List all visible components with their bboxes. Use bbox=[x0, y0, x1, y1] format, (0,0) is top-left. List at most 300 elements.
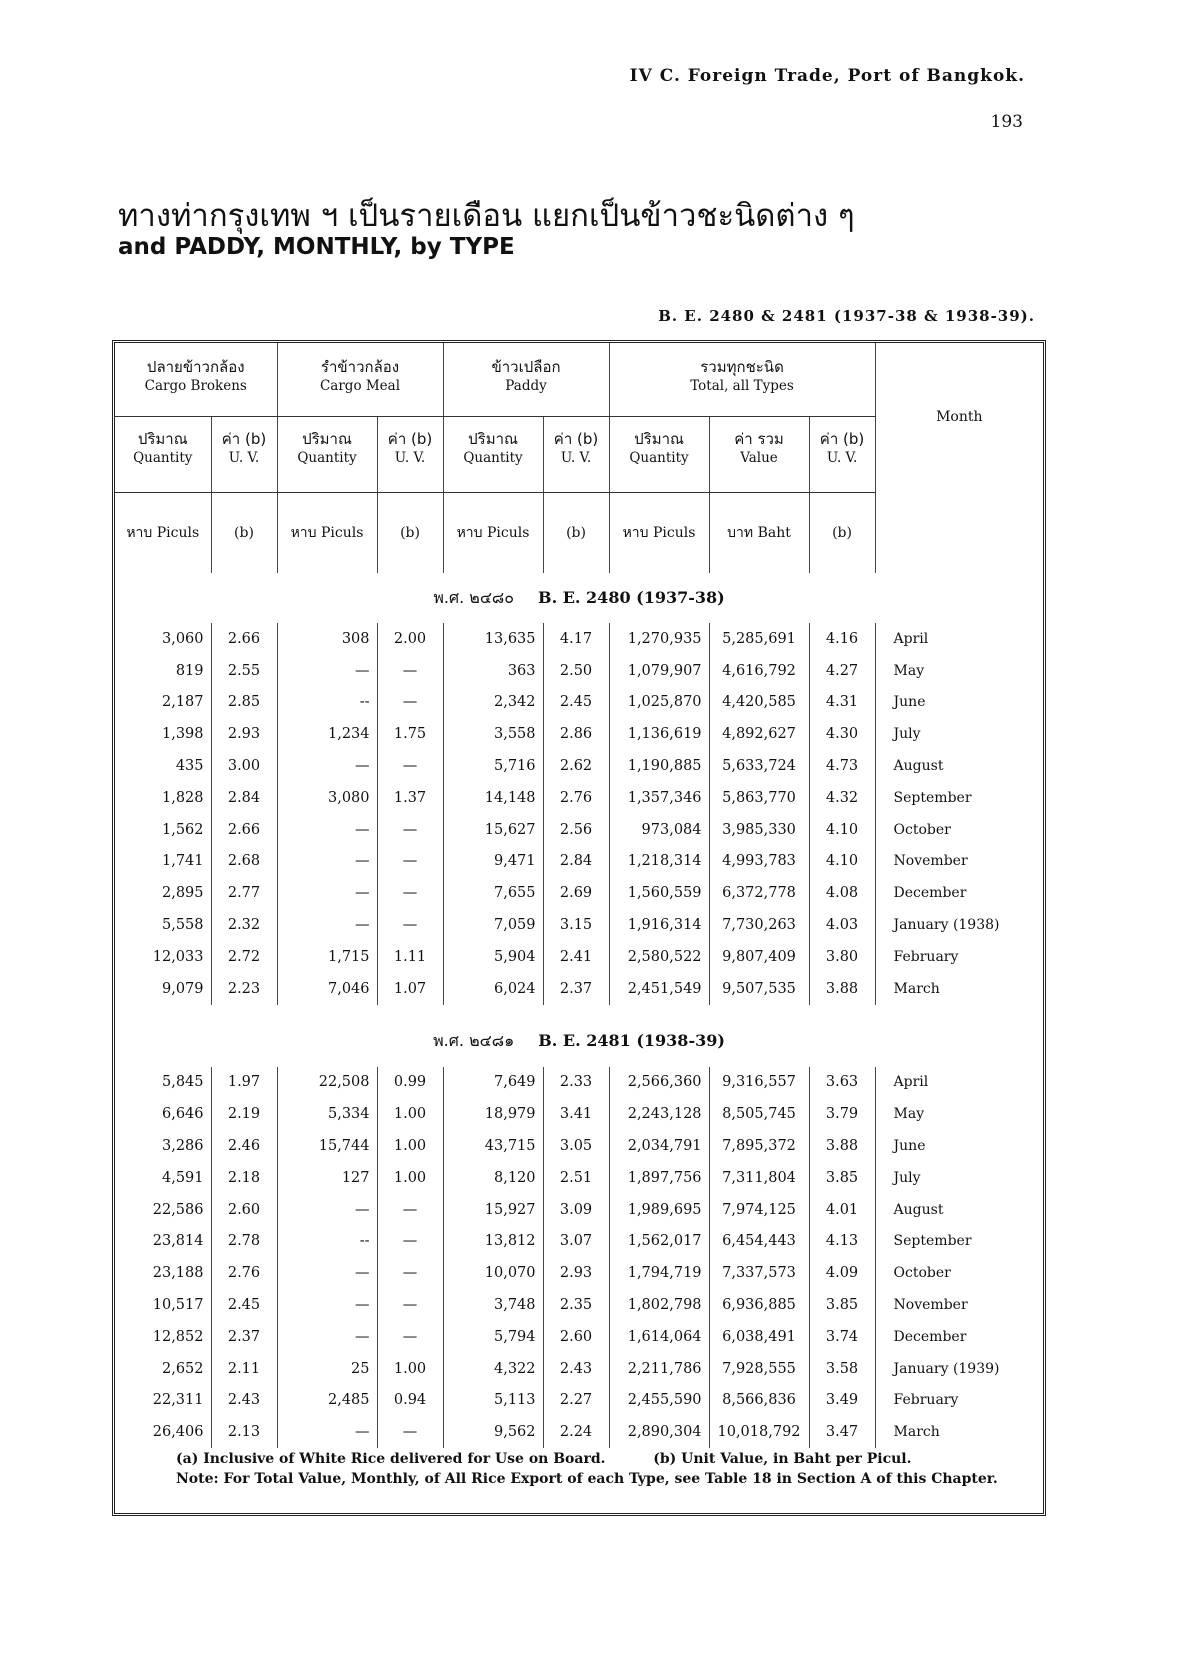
total-quantity: 1,079,907 bbox=[609, 655, 709, 687]
paddy-unit-value: 2.45 bbox=[543, 687, 609, 719]
table-row bbox=[115, 1416, 1043, 1448]
unit-b: (b) bbox=[377, 493, 443, 574]
cargo-meal-unit-value: — bbox=[377, 1226, 443, 1258]
paddy-unit-value: 2.27 bbox=[543, 1385, 609, 1417]
cargo-brokens-quantity: 435 bbox=[115, 750, 211, 782]
total-quantity: 1,802,798 bbox=[609, 1289, 709, 1321]
cargo-brokens-unit-value: 2.46 bbox=[211, 1130, 277, 1162]
cargo-brokens-unit-value: 2.93 bbox=[211, 718, 277, 750]
cargo-brokens-unit-value: 2.68 bbox=[211, 846, 277, 878]
period-label: B. E. 2480 & 2481 (1937-38 & 1938-39). bbox=[658, 307, 1035, 325]
month-cell: March bbox=[893, 1424, 940, 1441]
cargo-brokens-quantity: 819 bbox=[115, 655, 211, 687]
total-unit-value: 3.88 bbox=[809, 1130, 875, 1162]
cargo-brokens-unit-value: 2.32 bbox=[211, 909, 277, 941]
title-english: and PADDY, MONTHLY, by TYPE bbox=[118, 234, 515, 260]
cargo-meal-quantity: 1,715 bbox=[277, 941, 377, 973]
cargo-brokens-quantity: 4,591 bbox=[115, 1162, 211, 1194]
total-unit-value: 3.63 bbox=[809, 1067, 875, 1099]
cargo-brokens-quantity: 1,741 bbox=[115, 846, 211, 878]
paddy-unit-value: 2.37 bbox=[543, 973, 609, 1005]
table-row bbox=[115, 623, 1043, 655]
month-cell: December bbox=[893, 885, 967, 902]
cargo-meal-quantity: 2,485 bbox=[277, 1385, 377, 1417]
cargo-brokens-quantity: 5,558 bbox=[115, 909, 211, 941]
sub-header-quantity: ปริมาณ Quantity bbox=[277, 417, 377, 493]
paddy-unit-value: 2.60 bbox=[543, 1321, 609, 1353]
total-value: 7,730,263 bbox=[709, 909, 809, 941]
month-cell: October bbox=[893, 1265, 951, 1282]
total-quantity: 1,560,559 bbox=[609, 877, 709, 909]
cargo-meal-unit-value: — bbox=[377, 1321, 443, 1353]
cargo-brokens-unit-value: 1.97 bbox=[211, 1067, 277, 1099]
sub-header-unit-value: ค่า (b) U. V. bbox=[211, 417, 277, 493]
month-cell: November bbox=[893, 853, 968, 870]
total-quantity: 2,034,791 bbox=[609, 1130, 709, 1162]
group-header-cargo-meal: รำข้าวกล้อง Cargo Meal bbox=[277, 343, 443, 417]
total-quantity: 1,614,064 bbox=[609, 1321, 709, 1353]
cargo-brokens-quantity: 2,187 bbox=[115, 687, 211, 719]
cargo-meal-quantity: — bbox=[277, 1416, 377, 1448]
cargo-meal-quantity: — bbox=[277, 1194, 377, 1226]
cargo-meal-unit-value: — bbox=[377, 1257, 443, 1289]
cargo-brokens-quantity: 1,562 bbox=[115, 814, 211, 846]
total-quantity: 1,989,695 bbox=[609, 1194, 709, 1226]
total-quantity: 1,897,756 bbox=[609, 1162, 709, 1194]
total-unit-value: 4.01 bbox=[809, 1194, 875, 1226]
data-table bbox=[115, 343, 1043, 1448]
paddy-unit-value: 2.50 bbox=[543, 655, 609, 687]
table-row bbox=[115, 1162, 1043, 1194]
table-row bbox=[115, 1130, 1043, 1162]
total-quantity: 2,455,590 bbox=[609, 1385, 709, 1417]
total-value: 4,420,585 bbox=[709, 687, 809, 719]
total-unit-value: 4.16 bbox=[809, 623, 875, 655]
title-thai: ทางท่ากรุงเทพ ฯ เป็นรายเดือน แยกเป็นข้าวชะนิดต่าง ๆ bbox=[118, 198, 855, 234]
total-unit-value: 3.49 bbox=[809, 1385, 875, 1417]
cargo-meal-quantity: — bbox=[277, 1289, 377, 1321]
paddy-unit-value: 2.43 bbox=[543, 1353, 609, 1385]
paddy-quantity: 7,649 bbox=[443, 1067, 543, 1099]
cargo-brokens-unit-value: 2.66 bbox=[211, 623, 277, 655]
total-quantity: 2,243,128 bbox=[609, 1098, 709, 1130]
total-value: 8,566,836 bbox=[709, 1385, 809, 1417]
cargo-brokens-unit-value: 2.13 bbox=[211, 1416, 277, 1448]
month-cell: January (1938) bbox=[893, 917, 1000, 934]
total-value: 7,974,125 bbox=[709, 1194, 809, 1226]
table-body bbox=[115, 573, 1043, 1448]
paddy-unit-value: 3.07 bbox=[543, 1226, 609, 1258]
cargo-meal-unit-value: 1.37 bbox=[377, 782, 443, 814]
cargo-brokens-unit-value: 2.66 bbox=[211, 814, 277, 846]
total-value: 8,505,745 bbox=[709, 1098, 809, 1130]
cargo-brokens-quantity: 9,079 bbox=[115, 973, 211, 1005]
table-row bbox=[115, 1353, 1043, 1385]
paddy-unit-value: 2.76 bbox=[543, 782, 609, 814]
cargo-meal-unit-value: — bbox=[377, 814, 443, 846]
month-cell: January (1939) bbox=[893, 1360, 1000, 1377]
total-value: 4,616,792 bbox=[709, 655, 809, 687]
cargo-brokens-quantity: 23,814 bbox=[115, 1226, 211, 1258]
month-cell: September bbox=[893, 789, 972, 806]
total-unit-value: 4.30 bbox=[809, 718, 875, 750]
paddy-quantity: 43,715 bbox=[443, 1130, 543, 1162]
section-heading-row bbox=[115, 1017, 1043, 1067]
cargo-meal-unit-value: 1.00 bbox=[377, 1353, 443, 1385]
cargo-meal-unit-value: 1.00 bbox=[377, 1162, 443, 1194]
running-head: IV C. Foreign Trade, Port of Bangkok. bbox=[629, 66, 1025, 86]
month-cell: April bbox=[893, 1074, 929, 1091]
month-cell: April bbox=[893, 630, 929, 647]
cargo-brokens-unit-value: 2.19 bbox=[211, 1098, 277, 1130]
total-value: 9,807,409 bbox=[709, 941, 809, 973]
total-value: 4,993,783 bbox=[709, 846, 809, 878]
total-unit-value: 4.10 bbox=[809, 814, 875, 846]
unit-row bbox=[115, 493, 1043, 574]
month-cell: June bbox=[893, 1138, 926, 1155]
cargo-meal-unit-value: — bbox=[377, 1416, 443, 1448]
paddy-quantity: 3,558 bbox=[443, 718, 543, 750]
total-value: 6,038,491 bbox=[709, 1321, 809, 1353]
month-cell: March bbox=[893, 980, 940, 997]
paddy-quantity: 7,059 bbox=[443, 909, 543, 941]
total-unit-value: 3.79 bbox=[809, 1098, 875, 1130]
section-heading-label: B. E. 2481 (1938-39) bbox=[538, 1031, 725, 1051]
cargo-brokens-quantity: 22,311 bbox=[115, 1385, 211, 1417]
total-value: 5,863,770 bbox=[709, 782, 809, 814]
total-quantity: 1,270,935 bbox=[609, 623, 709, 655]
table-row bbox=[115, 1385, 1043, 1417]
cargo-meal-quantity: 15,744 bbox=[277, 1130, 377, 1162]
total-value: 7,928,555 bbox=[709, 1353, 809, 1385]
month-cell: September bbox=[893, 1233, 972, 1250]
paddy-quantity: 15,627 bbox=[443, 814, 543, 846]
cargo-meal-quantity: -- bbox=[277, 687, 377, 719]
table-row bbox=[115, 1289, 1043, 1321]
cargo-brokens-quantity: 12,033 bbox=[115, 941, 211, 973]
month-cell: February bbox=[893, 1392, 959, 1409]
total-unit-value: 4.27 bbox=[809, 655, 875, 687]
total-value: 6,372,778 bbox=[709, 877, 809, 909]
paddy-unit-value: 2.69 bbox=[543, 877, 609, 909]
total-unit-value: 4.73 bbox=[809, 750, 875, 782]
cargo-brokens-unit-value: 2.60 bbox=[211, 1194, 277, 1226]
total-quantity: 1,136,619 bbox=[609, 718, 709, 750]
paddy-unit-value: 2.84 bbox=[543, 846, 609, 878]
paddy-quantity: 13,812 bbox=[443, 1226, 543, 1258]
cargo-meal-quantity: 7,046 bbox=[277, 973, 377, 1005]
unit-baht: บาท Baht bbox=[709, 493, 809, 574]
section-gap bbox=[115, 1005, 1043, 1017]
sub-header-quantity: ปริมาณ Quantity bbox=[115, 417, 211, 493]
paddy-quantity: 8,120 bbox=[443, 1162, 543, 1194]
group-header-paddy: ข้าวเปลือก Paddy bbox=[443, 343, 609, 417]
cargo-meal-quantity: — bbox=[277, 1257, 377, 1289]
month-cell: February bbox=[893, 948, 959, 965]
paddy-unit-value: 2.41 bbox=[543, 941, 609, 973]
section-heading-thai: พ.ศ. ๒๔๘๐ bbox=[433, 587, 515, 607]
month-cell: July bbox=[893, 1169, 921, 1186]
cargo-meal-unit-value: — bbox=[377, 909, 443, 941]
cargo-meal-quantity: — bbox=[277, 909, 377, 941]
paddy-quantity: 9,562 bbox=[443, 1416, 543, 1448]
total-value: 4,892,627 bbox=[709, 718, 809, 750]
month-cell: October bbox=[893, 821, 951, 838]
total-unit-value: 4.10 bbox=[809, 846, 875, 878]
total-unit-value: 3.74 bbox=[809, 1321, 875, 1353]
cargo-meal-quantity: 5,334 bbox=[277, 1098, 377, 1130]
paddy-unit-value: 4.17 bbox=[543, 623, 609, 655]
month-cell: December bbox=[893, 1328, 967, 1345]
table-row bbox=[115, 814, 1043, 846]
sub-header-unit-value: ค่า (b) U. V. bbox=[377, 417, 443, 493]
cargo-brokens-unit-value: 2.11 bbox=[211, 1353, 277, 1385]
cargo-meal-unit-value: 1.75 bbox=[377, 718, 443, 750]
footnote-note: Note: For Total Value, Monthly, of All Rice Export of each Type, see Table 18 in Section A of this Chapter. bbox=[176, 1471, 998, 1487]
total-value: 6,936,885 bbox=[709, 1289, 809, 1321]
paddy-quantity: 2,342 bbox=[443, 687, 543, 719]
total-value: 7,337,573 bbox=[709, 1257, 809, 1289]
cargo-meal-unit-value: — bbox=[377, 655, 443, 687]
month-cell: August bbox=[893, 758, 944, 775]
total-quantity: 1,562,017 bbox=[609, 1226, 709, 1258]
table-row bbox=[115, 1194, 1043, 1226]
total-quantity: 1,218,314 bbox=[609, 846, 709, 878]
cargo-meal-quantity: — bbox=[277, 814, 377, 846]
total-unit-value: 3.47 bbox=[809, 1416, 875, 1448]
section-heading-row bbox=[115, 573, 1043, 623]
cargo-meal-unit-value: 1.00 bbox=[377, 1130, 443, 1162]
cargo-brokens-unit-value: 2.23 bbox=[211, 973, 277, 1005]
total-quantity: 1,025,870 bbox=[609, 687, 709, 719]
cargo-meal-quantity: 25 bbox=[277, 1353, 377, 1385]
sub-header-total-value: ค่า รวม Value bbox=[709, 417, 809, 493]
paddy-unit-value: 3.15 bbox=[543, 909, 609, 941]
group-header-total: รวมทุกชะนิด Total, all Types bbox=[609, 343, 875, 417]
table-row bbox=[115, 718, 1043, 750]
cargo-meal-unit-value: 0.99 bbox=[377, 1067, 443, 1099]
total-unit-value: 3.80 bbox=[809, 941, 875, 973]
paddy-quantity: 15,927 bbox=[443, 1194, 543, 1226]
paddy-quantity: 14,148 bbox=[443, 782, 543, 814]
table-row bbox=[115, 687, 1043, 719]
sub-header-quantity: ปริมาณ Quantity bbox=[609, 417, 709, 493]
rice-export-table bbox=[112, 340, 1046, 1516]
table-row bbox=[115, 1098, 1043, 1130]
paddy-quantity: 5,904 bbox=[443, 941, 543, 973]
cargo-brokens-quantity: 1,398 bbox=[115, 718, 211, 750]
table-row bbox=[115, 1321, 1043, 1353]
cargo-meal-quantity: — bbox=[277, 877, 377, 909]
total-quantity: 1,794,719 bbox=[609, 1257, 709, 1289]
cargo-brokens-unit-value: 2.18 bbox=[211, 1162, 277, 1194]
paddy-unit-value: 2.62 bbox=[543, 750, 609, 782]
paddy-quantity: 7,655 bbox=[443, 877, 543, 909]
total-quantity: 2,211,786 bbox=[609, 1353, 709, 1385]
total-quantity: 1,190,885 bbox=[609, 750, 709, 782]
cargo-brokens-quantity: 2,652 bbox=[115, 1353, 211, 1385]
total-unit-value: 4.13 bbox=[809, 1226, 875, 1258]
total-quantity: 2,566,360 bbox=[609, 1067, 709, 1099]
unit-b: (b) bbox=[809, 493, 875, 574]
total-value: 6,454,443 bbox=[709, 1226, 809, 1258]
cargo-meal-quantity: 3,080 bbox=[277, 782, 377, 814]
cargo-meal-unit-value: — bbox=[377, 1289, 443, 1321]
month-cell: June bbox=[893, 694, 926, 711]
month-header: Month bbox=[936, 409, 983, 426]
paddy-quantity: 4,322 bbox=[443, 1353, 543, 1385]
month-cell: November bbox=[893, 1297, 968, 1314]
cargo-brokens-unit-value: 2.77 bbox=[211, 877, 277, 909]
month-cell: August bbox=[893, 1201, 944, 1218]
cargo-meal-unit-value: 1.11 bbox=[377, 941, 443, 973]
total-value: 9,316,557 bbox=[709, 1067, 809, 1099]
total-unit-value: 4.03 bbox=[809, 909, 875, 941]
cargo-brokens-quantity: 10,517 bbox=[115, 1289, 211, 1321]
cargo-brokens-quantity: 3,286 bbox=[115, 1130, 211, 1162]
total-value: 5,285,691 bbox=[709, 623, 809, 655]
table-row bbox=[115, 655, 1043, 687]
table-row bbox=[115, 877, 1043, 909]
total-quantity: 973,084 bbox=[609, 814, 709, 846]
table-row bbox=[115, 941, 1043, 973]
paddy-quantity: 3,748 bbox=[443, 1289, 543, 1321]
table-row bbox=[115, 1067, 1043, 1099]
paddy-quantity: 5,113 bbox=[443, 1385, 543, 1417]
cargo-brokens-unit-value: 2.55 bbox=[211, 655, 277, 687]
paddy-quantity: 363 bbox=[443, 655, 543, 687]
sub-header-quantity: ปริมาณ Quantity bbox=[443, 417, 543, 493]
page-number: 193 bbox=[990, 112, 1023, 132]
table-row bbox=[115, 1226, 1043, 1258]
total-unit-value: 3.85 bbox=[809, 1162, 875, 1194]
cargo-brokens-quantity: 22,586 bbox=[115, 1194, 211, 1226]
cargo-brokens-quantity: 23,188 bbox=[115, 1257, 211, 1289]
unit-piculs: หาบ Piculs bbox=[115, 493, 211, 574]
cargo-meal-unit-value: 1.00 bbox=[377, 1098, 443, 1130]
total-value: 5,633,724 bbox=[709, 750, 809, 782]
cargo-meal-unit-value: 0.94 bbox=[377, 1385, 443, 1417]
total-quantity: 2,580,522 bbox=[609, 941, 709, 973]
cargo-brokens-quantity: 3,060 bbox=[115, 623, 211, 655]
section-heading bbox=[115, 1017, 1043, 1067]
month-cell: July bbox=[893, 726, 921, 743]
paddy-quantity: 5,794 bbox=[443, 1321, 543, 1353]
total-value: 9,507,535 bbox=[709, 973, 809, 1005]
paddy-unit-value: 3.05 bbox=[543, 1130, 609, 1162]
cargo-meal-quantity: -- bbox=[277, 1226, 377, 1258]
cargo-brokens-quantity: 26,406 bbox=[115, 1416, 211, 1448]
total-unit-value: 4.31 bbox=[809, 687, 875, 719]
paddy-unit-value: 2.86 bbox=[543, 718, 609, 750]
cargo-meal-quantity: — bbox=[277, 750, 377, 782]
cargo-meal-unit-value: — bbox=[377, 687, 443, 719]
cargo-brokens-unit-value: 3.00 bbox=[211, 750, 277, 782]
unit-month-blank bbox=[875, 493, 1043, 574]
footnote-a: (a) Inclusive of White Rice delivered for Use on Board. bbox=[176, 1451, 606, 1467]
unit-piculs: หาบ Piculs bbox=[277, 493, 377, 574]
cargo-brokens-quantity: 6,646 bbox=[115, 1098, 211, 1130]
cargo-meal-quantity: 1,234 bbox=[277, 718, 377, 750]
footnote-a-b bbox=[176, 1451, 912, 1467]
total-unit-value: 3.58 bbox=[809, 1353, 875, 1385]
cargo-meal-quantity: — bbox=[277, 655, 377, 687]
cargo-meal-unit-value: 2.00 bbox=[377, 623, 443, 655]
unit-piculs: หาบ Piculs bbox=[443, 493, 543, 574]
total-unit-value: 3.88 bbox=[809, 973, 875, 1005]
footnote-b: (b) Unit Value, in Baht per Picul. bbox=[653, 1451, 912, 1467]
total-unit-value: 3.85 bbox=[809, 1289, 875, 1321]
cargo-brokens-quantity: 2,895 bbox=[115, 877, 211, 909]
cargo-meal-unit-value: — bbox=[377, 877, 443, 909]
total-quantity: 1,357,346 bbox=[609, 782, 709, 814]
cargo-brokens-quantity: 12,852 bbox=[115, 1321, 211, 1353]
cargo-brokens-quantity: 1,828 bbox=[115, 782, 211, 814]
section-heading-label: B. E. 2480 (1937-38) bbox=[538, 587, 725, 607]
paddy-unit-value: 2.93 bbox=[543, 1257, 609, 1289]
cargo-brokens-unit-value: 2.84 bbox=[211, 782, 277, 814]
section-heading bbox=[115, 573, 1043, 623]
paddy-unit-value: 2.24 bbox=[543, 1416, 609, 1448]
total-quantity: 1,916,314 bbox=[609, 909, 709, 941]
total-unit-value: 4.08 bbox=[809, 877, 875, 909]
total-value: 7,895,372 bbox=[709, 1130, 809, 1162]
month-cell: May bbox=[893, 1106, 925, 1123]
table-row bbox=[115, 846, 1043, 878]
paddy-quantity: 13,635 bbox=[443, 623, 543, 655]
paddy-unit-value: 2.56 bbox=[543, 814, 609, 846]
paddy-unit-value: 2.35 bbox=[543, 1289, 609, 1321]
sub-header-unit-value: ค่า (b) U. V. bbox=[809, 417, 875, 493]
section-gap-cell bbox=[115, 1005, 1043, 1017]
month-cell: May bbox=[893, 662, 925, 679]
paddy-unit-value: 3.41 bbox=[543, 1098, 609, 1130]
unit-b: (b) bbox=[543, 493, 609, 574]
paddy-unit-value: 2.33 bbox=[543, 1067, 609, 1099]
table-row bbox=[115, 750, 1043, 782]
cargo-meal-quantity: 22,508 bbox=[277, 1067, 377, 1099]
cargo-brokens-unit-value: 2.76 bbox=[211, 1257, 277, 1289]
cargo-meal-unit-value: — bbox=[377, 846, 443, 878]
section-heading-thai: พ.ศ. ๒๔๘๑ bbox=[433, 1031, 515, 1051]
cargo-meal-quantity: 127 bbox=[277, 1162, 377, 1194]
cargo-brokens-unit-value: 2.78 bbox=[211, 1226, 277, 1258]
paddy-quantity: 9,471 bbox=[443, 846, 543, 878]
cargo-meal-unit-value: 1.07 bbox=[377, 973, 443, 1005]
sub-header-unit-value: ค่า (b) U. V. bbox=[543, 417, 609, 493]
paddy-quantity: 5,716 bbox=[443, 750, 543, 782]
unit-b: (b) bbox=[211, 493, 277, 574]
paddy-unit-value: 2.51 bbox=[543, 1162, 609, 1194]
paddy-quantity: 18,979 bbox=[443, 1098, 543, 1130]
total-unit-value: 4.09 bbox=[809, 1257, 875, 1289]
paddy-unit-value: 3.09 bbox=[543, 1194, 609, 1226]
table-row bbox=[115, 973, 1043, 1005]
cargo-brokens-unit-value: 2.85 bbox=[211, 687, 277, 719]
paddy-quantity: 6,024 bbox=[443, 973, 543, 1005]
cargo-brokens-unit-value: 2.72 bbox=[211, 941, 277, 973]
cargo-brokens-unit-value: 2.45 bbox=[211, 1289, 277, 1321]
cargo-brokens-unit-value: 2.43 bbox=[211, 1385, 277, 1417]
cargo-meal-unit-value: — bbox=[377, 750, 443, 782]
table-row bbox=[115, 782, 1043, 814]
unit-piculs: หาบ Piculs bbox=[609, 493, 709, 574]
table-row bbox=[115, 1257, 1043, 1289]
total-value: 3,985,330 bbox=[709, 814, 809, 846]
total-value: 10,018,792 bbox=[709, 1416, 809, 1448]
cargo-meal-quantity: — bbox=[277, 846, 377, 878]
cargo-brokens-quantity: 5,845 bbox=[115, 1067, 211, 1099]
